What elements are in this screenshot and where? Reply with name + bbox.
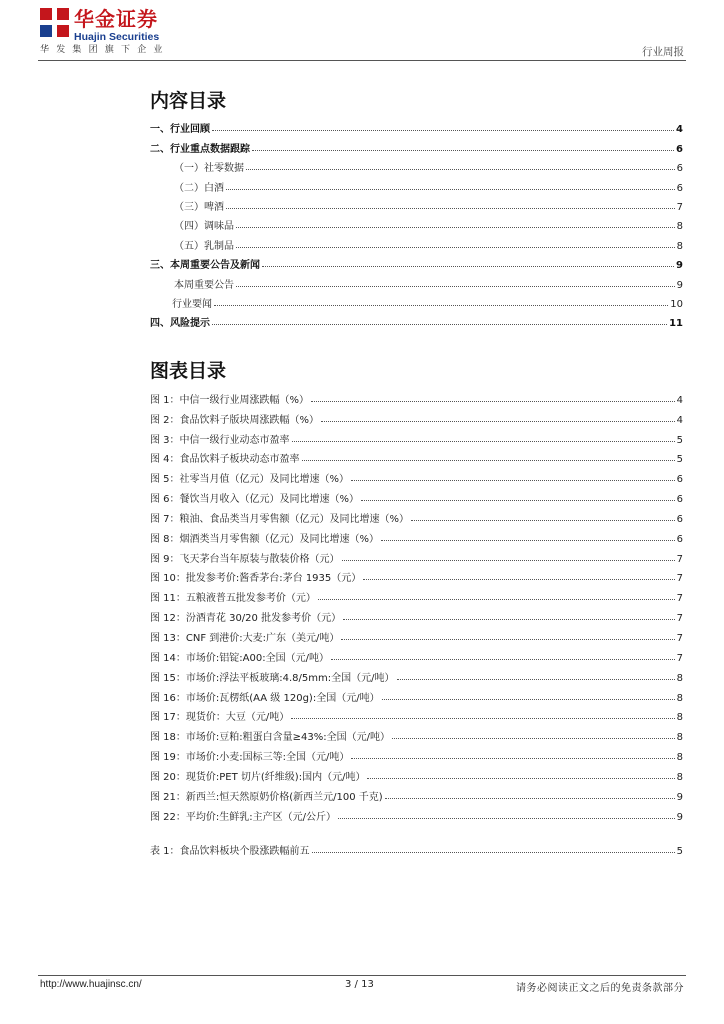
figure-entry-page: 7 [676, 553, 683, 565]
toc-entry-page: 10 [670, 298, 683, 310]
dot-leader [236, 247, 675, 248]
dot-leader [302, 460, 675, 461]
figure-entry-page: 4 [676, 394, 683, 406]
toc-entry-page: 8 [676, 240, 683, 252]
figure-entry-label: 图 15：市场价:浮法平板玻璃:4.8/5mm:全国（元/吨） [150, 672, 395, 684]
dot-leader [236, 286, 675, 287]
toc-entry-label: 行业要闻 [172, 298, 212, 310]
tables-list [150, 838, 683, 857]
header-divider [38, 60, 686, 61]
dot-leader [212, 324, 667, 325]
figure-entry-page: 7 [676, 632, 683, 644]
dot-leader [397, 679, 675, 680]
figure-entry[interactable] [150, 763, 683, 783]
figure-entry-page: 7 [676, 573, 683, 585]
figure-entry-label: 图 18：市场价:豆粕:粗蛋白含量≥43%:全国（元/吨） [150, 732, 390, 744]
figure-entry-label: 图 10：批发参考价:酱香茅台:茅台 1935（元） [150, 573, 362, 585]
dot-leader [385, 798, 675, 799]
toc-entry[interactable] [150, 155, 683, 174]
figure-entry-label: 图 13：CNF 到港价:大麦:广东（美元/吨） [150, 632, 340, 644]
dot-leader [311, 401, 675, 402]
toc-entry-page: 11 [669, 318, 683, 330]
dot-leader [361, 500, 675, 501]
figure-entry-page: 7 [676, 613, 683, 625]
toc-entry-label: 二、行业重点数据跟踪 [150, 143, 250, 155]
figure-entry-page: 5 [676, 434, 683, 446]
report-type: 行业周报 [642, 46, 684, 58]
figure-entry[interactable] [150, 465, 683, 485]
figure-entry[interactable] [150, 783, 683, 803]
figure-entry-page: 6 [676, 533, 683, 545]
figure-entry[interactable] [150, 604, 683, 624]
figure-entry-label: 图 2：食品饮料子版块周涨跌幅（%） [150, 414, 320, 426]
contents-title: 内容目录 [150, 90, 227, 112]
figure-entry-label: 图 17：现货价：大豆（元/吨） [150, 712, 290, 724]
dot-leader [318, 599, 675, 600]
toc-entry-label: （一）社零数据 [174, 163, 244, 175]
dot-leader [392, 738, 675, 739]
figures-title: 图表目录 [150, 360, 227, 382]
dot-leader [342, 560, 675, 561]
figure-entry[interactable] [150, 386, 683, 406]
figure-entry-label: 图 19：市场价:小麦:国标三等:全国（元/吨） [150, 752, 350, 764]
figure-entry-label: 图 3：中信一级行业动态市盈率 [150, 434, 290, 446]
dot-leader [226, 189, 675, 190]
dot-leader [246, 169, 675, 170]
figure-entry-page: 7 [676, 652, 683, 664]
figure-entry-page: 5 [676, 454, 683, 466]
contents-list [150, 116, 683, 329]
figure-entry-page: 9 [676, 811, 683, 823]
figure-entry-label: 图 22：平均价:生鲜乳:主产区（元/公斤） [150, 811, 337, 823]
figure-entry-page: 8 [676, 692, 683, 704]
toc-entry[interactable] [150, 232, 683, 251]
dot-leader [291, 718, 674, 719]
figure-entry-label: 图 11：五粮液普五批发参考价（元） [150, 593, 316, 605]
toc-entry[interactable] [150, 116, 683, 135]
figure-entry-label: 图 5：社零当月值（亿元）及同比增速（%） [150, 474, 350, 486]
figure-entry[interactable] [150, 743, 683, 763]
dot-leader [321, 421, 675, 422]
figure-entry[interactable] [150, 406, 683, 426]
table-entry[interactable] [150, 838, 683, 857]
page-indicator: 3 / 13 [345, 979, 374, 990]
figure-entry-label: 图 6：餐饮当月收入（亿元）及同比增速（%） [150, 494, 360, 506]
logo-english-name: Huajin Securities [74, 31, 160, 43]
toc-entry-label: （二）白酒 [174, 182, 224, 194]
dot-leader [367, 778, 674, 779]
toc-entry[interactable] [150, 135, 683, 154]
footer-disclaimer: 请务必阅读正文之后的免责条款部分 [516, 983, 684, 994]
toc-entry-label: 一、行业回顾 [150, 124, 210, 136]
figure-entry[interactable] [150, 624, 683, 644]
dot-leader [382, 699, 675, 700]
figure-entry-label: 图 21：新西兰:恒天然原奶价格(新西兰元/100 千克) [150, 791, 383, 803]
figure-entry[interactable] [150, 803, 683, 823]
toc-entry-page: 7 [676, 201, 683, 213]
footer-url[interactable]: http://www.huajinsc.cn/ [40, 979, 142, 990]
dot-leader [381, 540, 675, 541]
dot-leader [351, 758, 674, 759]
figure-entry-label: 图 8：烟酒类当月零售额（亿元）及同比增速（%） [150, 533, 380, 545]
figure-entry[interactable] [150, 664, 683, 684]
dot-leader [312, 852, 675, 853]
dot-leader [212, 130, 674, 131]
dot-leader [411, 520, 675, 521]
figure-entry[interactable] [150, 644, 683, 664]
dot-leader [226, 208, 675, 209]
dot-leader [338, 818, 675, 819]
figure-entry-page: 6 [676, 513, 683, 525]
figure-entry-label: 图 12：汾酒青花 30/20 批发参考价（元） [150, 613, 342, 625]
figure-entry-page: 6 [676, 474, 683, 486]
dot-leader [236, 227, 675, 228]
figure-entry[interactable] [150, 565, 683, 585]
figure-entry[interactable] [150, 545, 683, 565]
figure-entry-page: 9 [676, 791, 683, 803]
dot-leader [262, 266, 674, 267]
figure-entry[interactable] [150, 426, 683, 446]
figure-entry-label: 图 20：现货价:PET 切片(纤维级):国内（元/吨） [150, 771, 366, 783]
figure-entry-label: 图 1：中信一级行业周涨跌幅（%） [150, 394, 310, 406]
toc-entry[interactable] [150, 213, 683, 232]
dot-leader [252, 150, 674, 151]
toc-entry-label: （三）啤酒 [174, 201, 224, 213]
dot-leader [343, 619, 675, 620]
figure-entry-page: 8 [676, 771, 683, 783]
figure-entry-page: 8 [676, 672, 683, 684]
figure-entry[interactable] [150, 485, 683, 505]
toc-entry-label: （五）乳制品 [174, 240, 234, 252]
toc-entry[interactable] [150, 252, 683, 271]
figure-entry-page: 4 [676, 414, 683, 426]
dot-leader [331, 659, 675, 660]
toc-entry-page: 6 [676, 182, 683, 194]
figure-entry-page: 8 [676, 712, 683, 724]
toc-entry-page: 9 [676, 279, 683, 291]
toc-entry[interactable] [150, 310, 683, 329]
figure-entry-label: 图 16：市场价:瓦楞纸(AA 级 120g):全国（元/吨） [150, 692, 380, 704]
figure-entry[interactable] [150, 446, 683, 466]
toc-entry-page: 4 [676, 124, 683, 136]
dot-leader [214, 305, 668, 306]
figure-entry-label: 图 9：飞天茅台当年原装与散装价格（元） [150, 553, 340, 565]
figure-entry-page: 7 [676, 593, 683, 605]
figure-entry[interactable] [150, 505, 683, 525]
figure-entry[interactable] [150, 684, 683, 704]
figure-entry[interactable] [150, 584, 683, 604]
huajin-logo-icon [40, 8, 69, 37]
figure-entry[interactable] [150, 525, 683, 545]
toc-entry-label: 三、本周重要公告及新闻 [150, 260, 260, 272]
toc-entry[interactable] [150, 174, 683, 193]
company-logo [40, 8, 175, 58]
toc-entry-page: 6 [676, 163, 683, 175]
dot-leader [351, 480, 675, 481]
dot-leader [341, 639, 674, 640]
toc-entry-label: 四、风险提示 [150, 318, 210, 330]
toc-entry-page: 8 [676, 221, 683, 233]
figure-entry-page: 8 [676, 732, 683, 744]
logo-subtitle: 华发集团旗下企业 [40, 45, 170, 55]
table-entry-page: 5 [676, 846, 683, 858]
figure-entry-label: 图 14：市场价:铝锭:A00:全国（元/吨） [150, 652, 329, 664]
toc-entry[interactable] [150, 271, 683, 290]
figure-entry[interactable] [150, 704, 683, 724]
toc-entry-label: （四）调味品 [174, 221, 234, 233]
toc-entry-label: 本周重要公告 [174, 279, 234, 291]
dot-leader [292, 441, 675, 442]
toc-entry[interactable] [150, 194, 683, 213]
figures-list [150, 386, 683, 823]
figure-entry-page: 8 [676, 752, 683, 764]
toc-entry-page: 9 [676, 260, 683, 272]
figure-entry-label: 图 4：食品饮料子板块动态市盈率 [150, 454, 300, 466]
logo-chinese-name: 华金证券 [74, 7, 158, 31]
figure-entry-label: 图 7：粮油、食品类当月零售额（亿元）及同比增速（%） [150, 513, 410, 525]
dot-leader [363, 579, 674, 580]
figure-entry[interactable] [150, 723, 683, 743]
toc-entry-page: 6 [676, 143, 683, 155]
table-entry-label: 表 1：食品饮料板块个股涨跌幅前五 [150, 846, 310, 858]
footer-divider [38, 975, 686, 976]
toc-entry[interactable] [150, 291, 683, 310]
figure-entry-page: 6 [676, 494, 683, 506]
